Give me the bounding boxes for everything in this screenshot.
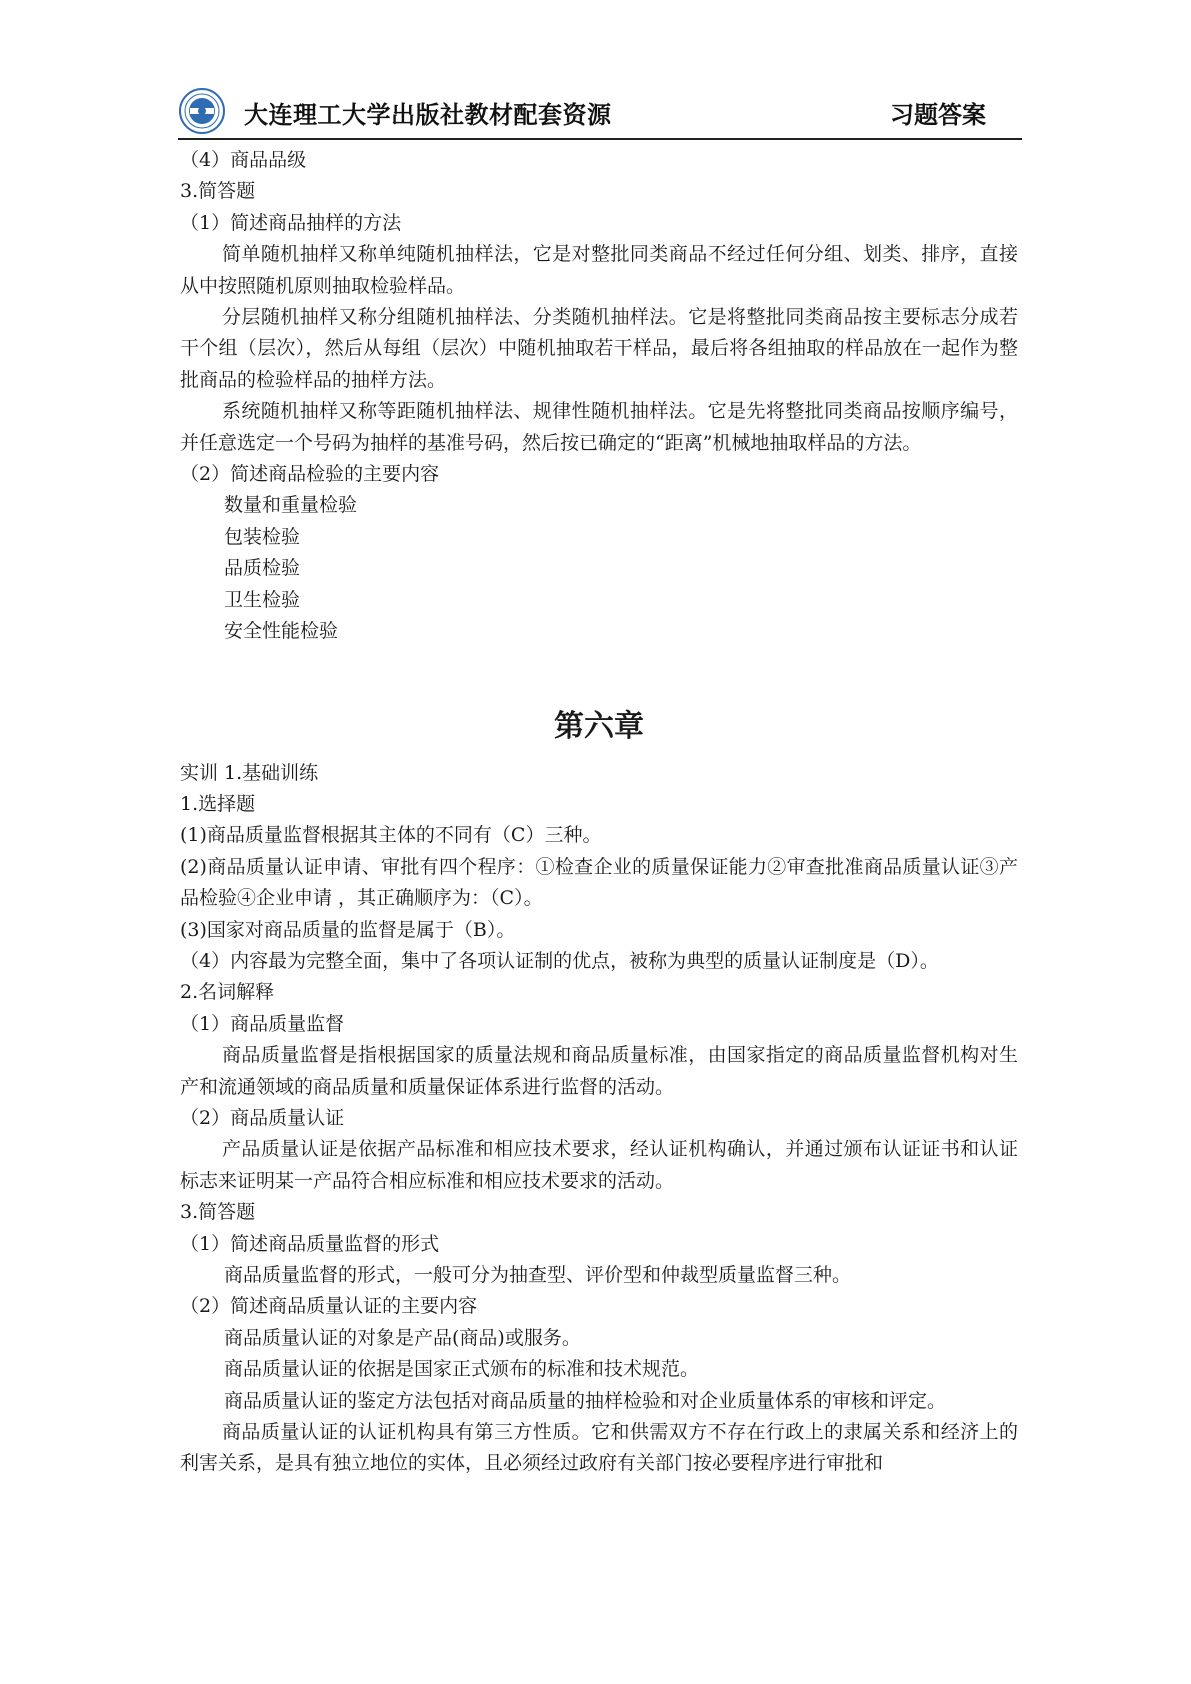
question-title: （2）商品质量认证	[180, 1106, 345, 1129]
section-heading: 2.名词解释	[180, 981, 275, 1004]
paragraph: 商品质量认证的认证机构具有第三方性质。它和供需双方不存在行政上的隶属关系和经济上的利害关系，是具有独立地位的实体，且必须经过政府有关部门按必要程序进行审批和	[180, 1421, 1018, 1475]
spacer	[180, 648, 1018, 706]
list-item: 卫生检验	[224, 588, 301, 611]
paragraph: 产品质量认证是依据产品标准和相应技术要求，经认证机构确认，并通过颁布认证证书和认证标志来证明某一产品符合相应标准和相应技术要求的活动。	[180, 1138, 1018, 1192]
header-divider	[178, 138, 1022, 140]
section-heading: 实训 1.基础训练	[180, 761, 319, 784]
list-item: 品质检验	[224, 557, 301, 580]
header-right-label: 习题答案	[890, 101, 986, 129]
question-title: （1）简述商品抽样的方法	[180, 211, 402, 234]
page-content	[180, 145, 1018, 1480]
list-item: 数量和重量检验	[224, 494, 358, 517]
text-line: （4）商品品级	[180, 149, 307, 171]
paragraph: 分层随机抽样又称分组随机抽样法、分类随机抽样法。它是将整批同类商品按主要标志分成若干个组（层次），然后从每组（层次）中随机抽取若干样品，最后将各组抽取的样品放在一起作为整批商品的检验样品的抽样方法。	[180, 306, 1018, 391]
page-header	[178, 82, 1022, 138]
question-item: (1)商品质量监督根据其主体的不同有（C）三种。	[180, 824, 602, 847]
header-title: 大连理工大学出版社教材配套资源	[244, 101, 612, 129]
list-item: 包装检验	[224, 525, 301, 548]
paragraph: 简单随机抽样又称单纯随机抽样法，它是对整批同类商品不经过任何分组、划类、排序，直接从中按照随机原则抽取检验样品。	[180, 243, 1018, 297]
section-heading: 1.选择题	[180, 792, 256, 815]
section-heading: 3.简答题	[180, 180, 256, 203]
paragraph: 商品质量认证的鉴定方法包括对商品质量的抽样检验和对企业质量体系的审核和评定。	[224, 1389, 947, 1412]
question-item: (3)国家对商品质量的监督是属于（B）。	[180, 918, 516, 941]
paragraph: 系统随机抽样又称等距随机抽样法、规律性随机抽样法。它是先将整批同类商品按顺序编号，并任意选定一个号码为抽样的基准号码，然后按已确定的“距离”机械地抽取样品的方法。	[180, 400, 1018, 454]
section-heading: 3.简答题	[180, 1201, 256, 1224]
paragraph: 商品质量监督是指根据国家的质量法规和商品质量标准，由国家指定的商品质量监督机构对生产和流通领域的商品质量和质量保证体系进行监督的活动。	[180, 1044, 1018, 1098]
question-title: （1）商品质量监督	[180, 1012, 345, 1035]
chapter-title: 第六章	[554, 708, 644, 744]
publisher-logo-icon	[178, 87, 226, 135]
question-title: （1）简述商品质量监督的形式	[180, 1232, 440, 1255]
list-item: 安全性能检验	[224, 620, 339, 643]
question-item: (2)商品质量认证申请、审批有四个程序：①检查企业的质量保证能力②审查批准商品质量认证③产品检验④企业申请 ，其正确顺序为：（C）。	[180, 855, 1018, 910]
paragraph: 商品质量认证的对象是产品(商品)或服务。	[224, 1326, 581, 1349]
question-title: （2）简述商品质量认证的主要内容	[180, 1295, 478, 1318]
question-title: （2）简述商品检验的主要内容	[180, 463, 440, 486]
question-item: （4）内容最为完整全面，集中了各项认证制的优点，被称为典型的质量认证制度是（D）。	[180, 949, 939, 972]
paragraph: 商品质量认证的依据是国家正式颁布的标准和技术规范。	[224, 1358, 700, 1381]
paragraph: 商品质量监督的形式，一般可分为抽查型、评价型和仲裁型质量监督三种。	[224, 1264, 852, 1286]
